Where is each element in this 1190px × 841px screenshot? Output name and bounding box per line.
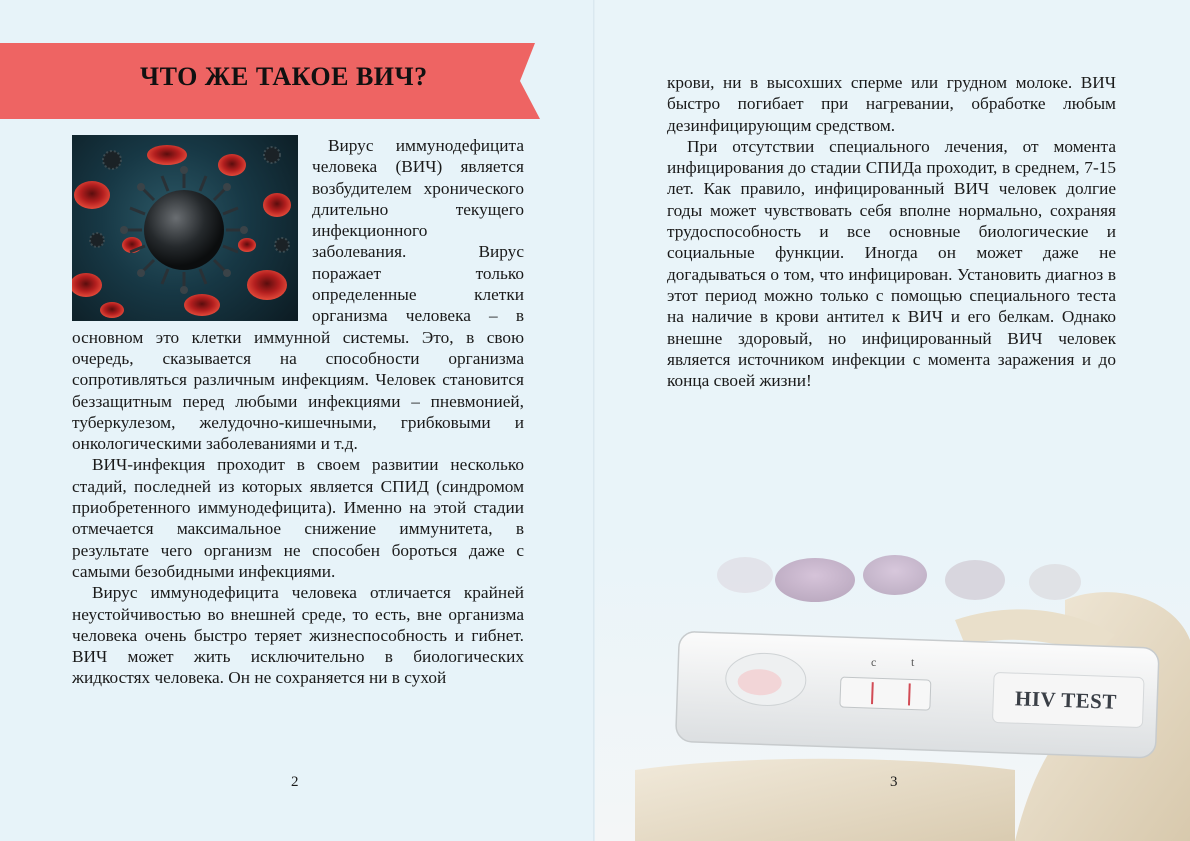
paragraph-4: При отсутствии специального лечения, от момента инфицирования до стадии СПИДа проходит, в среднем, 7-15 лет. Как правило, инфицированный ВИЧ человек долгие годы может чувствовать себя вполне нормально, сохраняя трудоспособность и все основные биологические и социальные функции. Иногда он может даже не догадываться о том, что инфицирован. Установить диагноз в этот период можно только с помощью специального теста на наличие в крови антител к ВИЧ и его белкам. Однако внешне здоровый, но инфицированный ВИЧ человек является источником инфекции с момента заражения и до конца своей жизни! <box>667 136 1116 391</box>
paragraph-continued: крови, ни в высохших сперме или грудном молоке. ВИЧ быстро погибает при нагревании, обработке любым дезинфицирующим средством. <box>667 73 1116 135</box>
page-number-right: 3 <box>890 774 898 790</box>
paragraph-3: Вирус иммунодефицита человека отличается крайней неустойчивостью во внешней среде, то есть, вне организма человека очень быстро теряет жизнеспособность и гибнет. ВИЧ может жить исключительно в биологических жидкостях человека. Он не сохраняется ни в сухой <box>72 583 524 688</box>
left-text-column <box>72 135 524 689</box>
test-label: t <box>911 655 915 669</box>
control-label: c <box>871 655 877 669</box>
hiv-test-label: HIV TEST <box>1014 686 1118 714</box>
hiv-test-image <box>595 540 1190 841</box>
paragraph-2: ВИЧ-инфекция проходит в своем развитии несколько стадий, последней из которых является СПИД (синдромом приобретенного иммунодефицита). Именно на этой стадии отмечается максимальное снижение иммунитета, в результате чего организм не способен бороться даже с самыми безобидными инфекциями. <box>72 455 524 581</box>
page-number-left: 2 <box>291 774 299 790</box>
page-title: ЧТО ЖЕ ТАКОЕ ВИЧ? <box>140 62 428 91</box>
right-page <box>595 0 1190 841</box>
right-text-column <box>667 72 1116 391</box>
virus-image <box>72 135 298 321</box>
paragraph-1: Вирус иммунодефицита человека (ВИЧ) является возбудителем хронического длительно текущего инфекционного заболевания. Вирус поражает только определенные клетки организма человека – в основном это клетки иммунной системы. Это, в свою очередь, сказывается на способности организма сопротивляться различным инфекциям. Человек становится беззащитным перед любыми инфекциями – пневмонией, туберкулезом, желудочно-кишечными, грибковыми и онкологическими заболеваниями и т.д. <box>72 136 524 454</box>
